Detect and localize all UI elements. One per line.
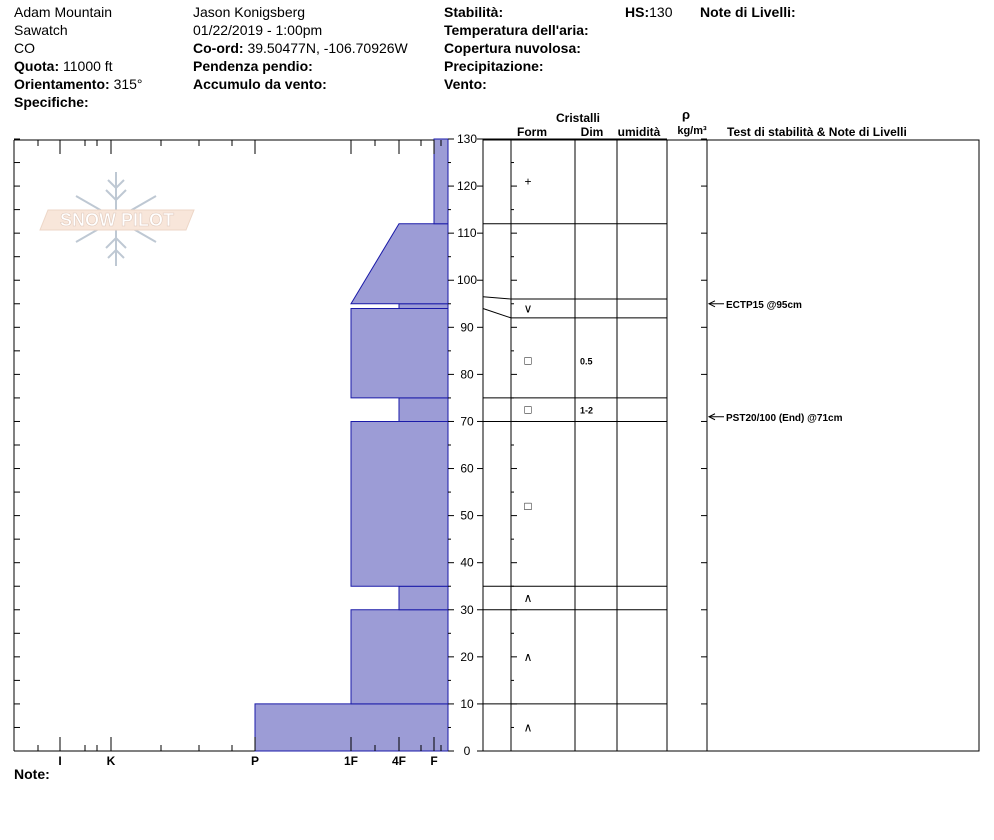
- hardness-layer-6: [399, 304, 448, 309]
- snow-height-label: HS:: [625, 4, 650, 20]
- stability-label: Stabilità:: [444, 4, 504, 20]
- hardness-label-I: I: [58, 754, 62, 768]
- height-label-130: 130: [456, 132, 478, 146]
- air-temperature-label: Temperatura dell'aria:: [444, 22, 589, 38]
- elevation-label: Quota:: [14, 58, 60, 74]
- height-label-20: 20: [460, 649, 474, 664]
- notes-label: Note:: [14, 766, 50, 782]
- hardness-label-K: K: [106, 754, 116, 768]
- height-label-80: 80: [460, 367, 474, 382]
- density-symbol: ρ: [681, 107, 691, 122]
- hardness-bars: [255, 139, 448, 751]
- aspect-label: Orientamento:: [14, 76, 110, 92]
- hardness-layer-8: [434, 139, 448, 224]
- crystal-form-symbol-6: ∧: [523, 649, 533, 664]
- density-unit: kg/m³: [677, 125, 707, 137]
- wind-label: Vento:: [444, 76, 487, 92]
- location-name: Adam Mountain: [14, 4, 113, 20]
- layer-notes-label: Note di Livelli:: [700, 4, 796, 20]
- height-label-110: 110: [457, 226, 477, 241]
- tests-header: Test di stabilità & Note di Livelli: [727, 125, 907, 139]
- crystal-form-symbol-0: +: [524, 174, 532, 189]
- precipitation-label: Precipitazione:: [444, 58, 544, 74]
- hardness-layer-5: [351, 308, 448, 397]
- height-label-120: 120: [456, 179, 478, 194]
- crystal-form-symbol-5: ∧: [523, 591, 533, 605]
- aspect-value: 315°: [113, 76, 143, 92]
- hardness-label-1F: 1F: [343, 754, 359, 768]
- height-label-100: 100: [456, 273, 478, 288]
- coordinates-label: Co-ord:: [193, 40, 244, 56]
- crystal-size-3: 1-2: [580, 405, 594, 416]
- crystal-form-symbol-4: □: [524, 499, 532, 514]
- height-label-90: 90: [460, 320, 474, 335]
- height-label-0: 0: [463, 744, 471, 758]
- hardness-layer-7: [351, 224, 448, 304]
- snowpilot-logo: [40, 172, 194, 266]
- crystal-form-symbol-7: ∧: [523, 720, 533, 735]
- cloud-cover-label: Copertura nuvolosa:: [444, 40, 581, 56]
- test-label-0: ECTP15 @95cm: [726, 299, 802, 311]
- hardness-layer-2: [399, 586, 448, 610]
- dim-header: Dim: [580, 125, 604, 139]
- slope-label: Pendenza pendio:: [193, 58, 313, 74]
- state: CO: [14, 40, 35, 56]
- specifics-label: Specifiche:: [14, 94, 89, 110]
- logo-text: SNOW PILOT: [60, 210, 174, 230]
- observer-name: Jason Konigsberg: [193, 4, 306, 20]
- height-label-70: 70: [460, 414, 474, 429]
- crystals-header: Cristalli: [555, 111, 601, 125]
- crystal-form-symbol-2: □: [524, 353, 532, 368]
- wind-loading-label: Accumulo da vento:: [193, 76, 327, 92]
- layers-table-frame: [483, 140, 979, 751]
- crystal-forms: [524, 174, 593, 734]
- connector-top: [483, 297, 511, 299]
- hardness-layer-4: [399, 398, 448, 422]
- connector-bottom: [483, 308, 511, 317]
- form-header: Form: [517, 125, 547, 139]
- height-label-10: 10: [460, 696, 474, 711]
- mountain-range: Sawatch: [14, 22, 68, 38]
- crystal-form-symbol-1: ∨: [523, 301, 533, 316]
- stability-tests: [709, 300, 843, 424]
- test-label-1: PST20/100 (End) @71cm: [726, 412, 843, 424]
- hardness-layer-3: [351, 421, 448, 586]
- crystal-form-symbol-3: □: [524, 402, 532, 417]
- height-label-30: 30: [460, 602, 474, 617]
- hardness-layer-1: [351, 610, 448, 704]
- height-label-50: 50: [460, 508, 474, 523]
- observation-datetime: 01/22/2019 - 1:00pm: [193, 22, 323, 38]
- height-label-60: 60: [460, 461, 474, 476]
- coordinates-value: 39.50477N, -106.70926W: [247, 40, 408, 56]
- hardness-label-P: P: [250, 754, 260, 768]
- moisture-header: umidità: [617, 125, 661, 139]
- height-label-40: 40: [460, 555, 474, 570]
- hardness-label-F: F: [430, 754, 438, 768]
- elevation-value: 11000 ft: [63, 58, 113, 74]
- snow-height-value: 130: [649, 4, 673, 20]
- hardness-label-4F: 4F: [391, 754, 407, 768]
- crystal-size-2: 0.5: [580, 356, 593, 367]
